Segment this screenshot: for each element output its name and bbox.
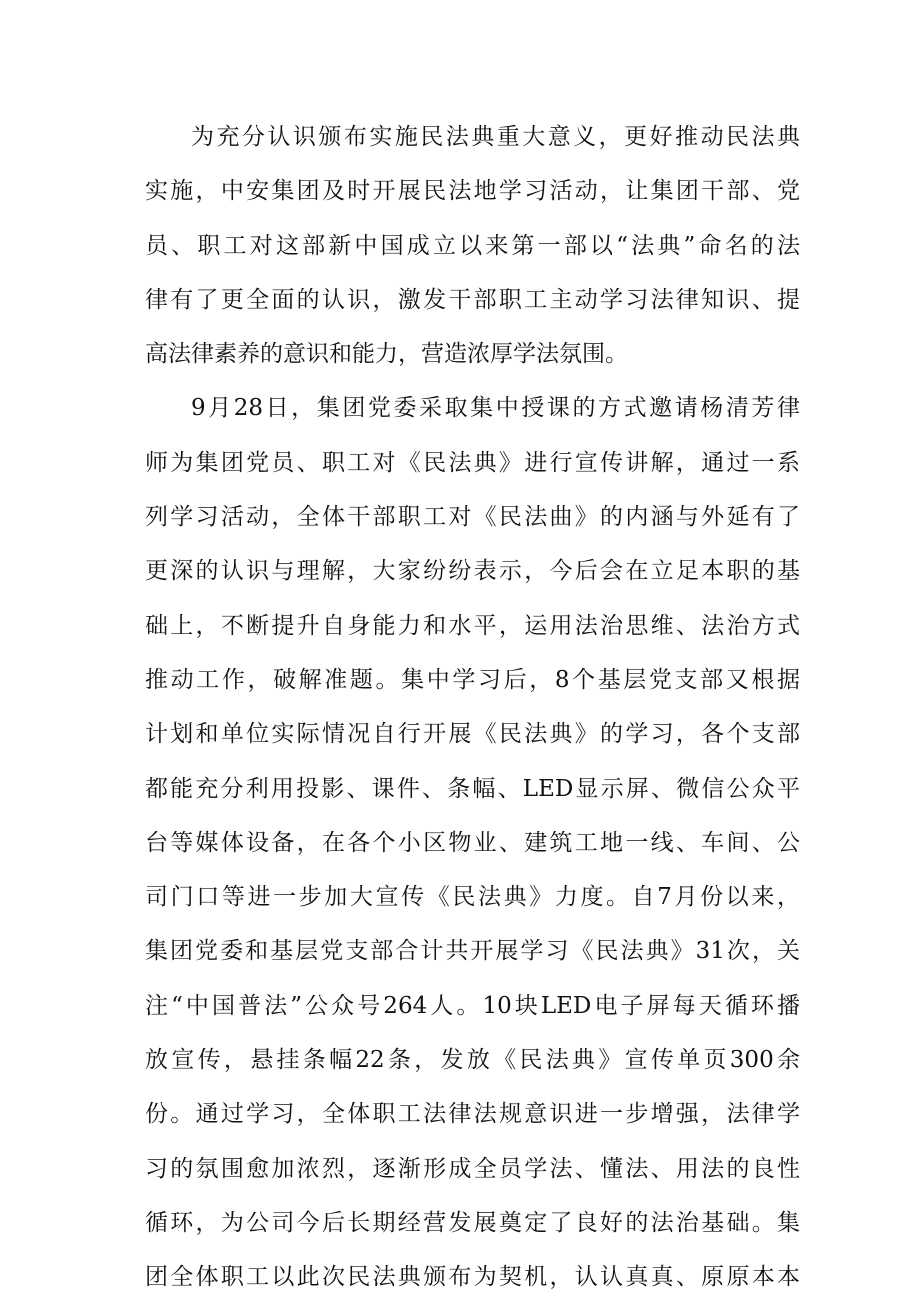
paragraph-2-line-14: 份。通过学习，全体职工法律法规意识进一步增强，法律学 (145, 1101, 800, 1128)
paragraph-2-line-15: 习的氛围愈加浓烈，逐渐形成全员学法、懂法、用法的良性 (145, 1155, 800, 1182)
paragraph-2-line-5: 础上，不断提升自身能力和水平，运用法治思维、法治方式 (145, 612, 800, 639)
paragraph-1-line-4: 律有了更全面的认识，激发干部职工主动学习法律知识、提 (145, 286, 800, 313)
paragraph-2-line-1: 9月28日，集团党委采取集中授课的方式邀请杨清芳律 (191, 395, 800, 422)
paragraph-2-line-13: 放宣传，悬挂条幅22条，发放《民法典》宣传单页300余 (145, 1047, 800, 1074)
paragraph-2-line-16: 循环，为公司今后长期经营发展奠定了良好的法治基础。集 (145, 1209, 800, 1236)
paragraph-2-line-10: 司门口等进一步加大宣传《民法典》力度。自7月份以来， (145, 884, 800, 911)
paragraph-2-line-12: 注“中国普法”公众号264人。10块LED电子屏每天循环播 (145, 992, 800, 1019)
paragraph-2-line-6: 推动工作，破解准题。集中学习后，8个基层党支部又根据 (145, 666, 800, 693)
document-body (145, 110, 800, 1305)
paragraph-1-line-3: 员、职工对这部新中国成立以来第一部以“法典”命名的法 (145, 232, 800, 259)
paragraph-2-line-7: 计划和单位实际情况自行开展《民法典》的学习，各个支部 (145, 721, 800, 748)
paragraph-1-line-5: 高法律素养的意识和能力，营造浓厚学法氛围。 (145, 341, 628, 368)
paragraph-2-line-3: 列学习活动，全体干部职工对《民法曲》的内涵与外延有了 (145, 504, 800, 531)
paragraph-2-line-11: 集团党委和基层党支部合计共开展学习《民法典》31次，关 (145, 938, 800, 965)
paragraph-1-line-1: 为充分认识颁布实施民法典重大意义，更好推动民法典 (191, 124, 800, 150)
paragraph-2-line-2: 师为集团党员、职工对《民法典》进行宣传讲解，通过一系 (145, 449, 800, 476)
paragraph-2-line-17: 团全体职工以此次民法典颁布为契机，认认真真、原原本本 (145, 1264, 800, 1291)
paragraph-1-line-2: 实施，中安集团及时开展民法地学习活动，让集团干部、党 (145, 178, 800, 205)
paragraph-2-line-9: 台等媒体设备，在各个小区物业、建筑工地一线、车间、公 (145, 829, 800, 856)
paragraph-2-line-8: 都能充分利用投影、课件、条幅、LED显示屏、微信公众平 (145, 775, 800, 802)
paragraph-2-line-4: 更深的认识与理解，大家纷纷表示，今后会在立足本职的基 (145, 558, 800, 585)
